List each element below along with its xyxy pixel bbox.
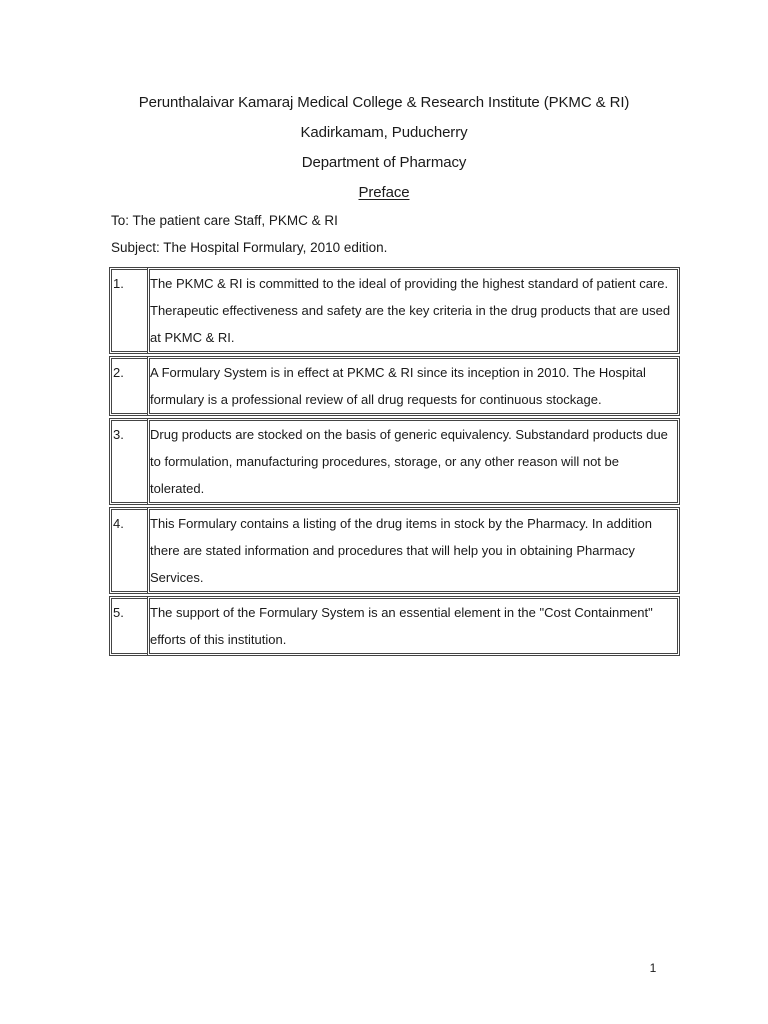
preface-points-table (109, 265, 680, 658)
point-text: The support of the Formulary System is an essential element in the "Cost Containment" efforts of this institution. (147, 596, 680, 656)
department-name: Department of Pharmacy (301, 154, 467, 171)
section-title: Preface (358, 184, 410, 201)
point-number: 1. (109, 267, 147, 354)
institute-name: Perunthalaivar Kamaraj Medical College & Research Institute (PKMC & RI) (138, 94, 630, 111)
table-row (109, 596, 680, 656)
point-text: Drug products are stocked on the basis of generic equivalency. Substandard products due to formulation, manufacturing procedures, storage, or any other reason will not be tolerated. (147, 418, 680, 505)
point-number: 5. (109, 596, 147, 656)
point-text: The PKMC & RI is committed to the ideal of providing the highest standard of patient care. Therapeutic effectiveness and safety are the key criteria in the drug products that are used at PKMC & RI. (147, 267, 680, 354)
table-row (109, 507, 680, 594)
point-number: 3. (109, 418, 147, 505)
memo-to: To: The patient care Staff, PKMC & RI (111, 213, 338, 228)
page-number: 1 (649, 961, 657, 975)
point-number: 2. (109, 356, 147, 416)
point-number: 4. (109, 507, 147, 594)
institute-location: Kadirkamam, Puducherry (300, 124, 468, 141)
memo-subject: Subject: The Hospital Formulary, 2010 edition. (111, 240, 388, 255)
table-row (109, 356, 680, 416)
point-text: A Formulary System is in effect at PKMC & RI since its inception in 2010. The Hospital formulary is a professional review of all drug requests for continuous stockage. (147, 356, 680, 416)
table-row (109, 267, 680, 354)
point-text: This Formulary contains a listing of the drug items in stock by the Pharmacy. In addition there are stated information and procedures that will help you in obtaining Pharmacy Services. (147, 507, 680, 594)
table-row (109, 418, 680, 505)
